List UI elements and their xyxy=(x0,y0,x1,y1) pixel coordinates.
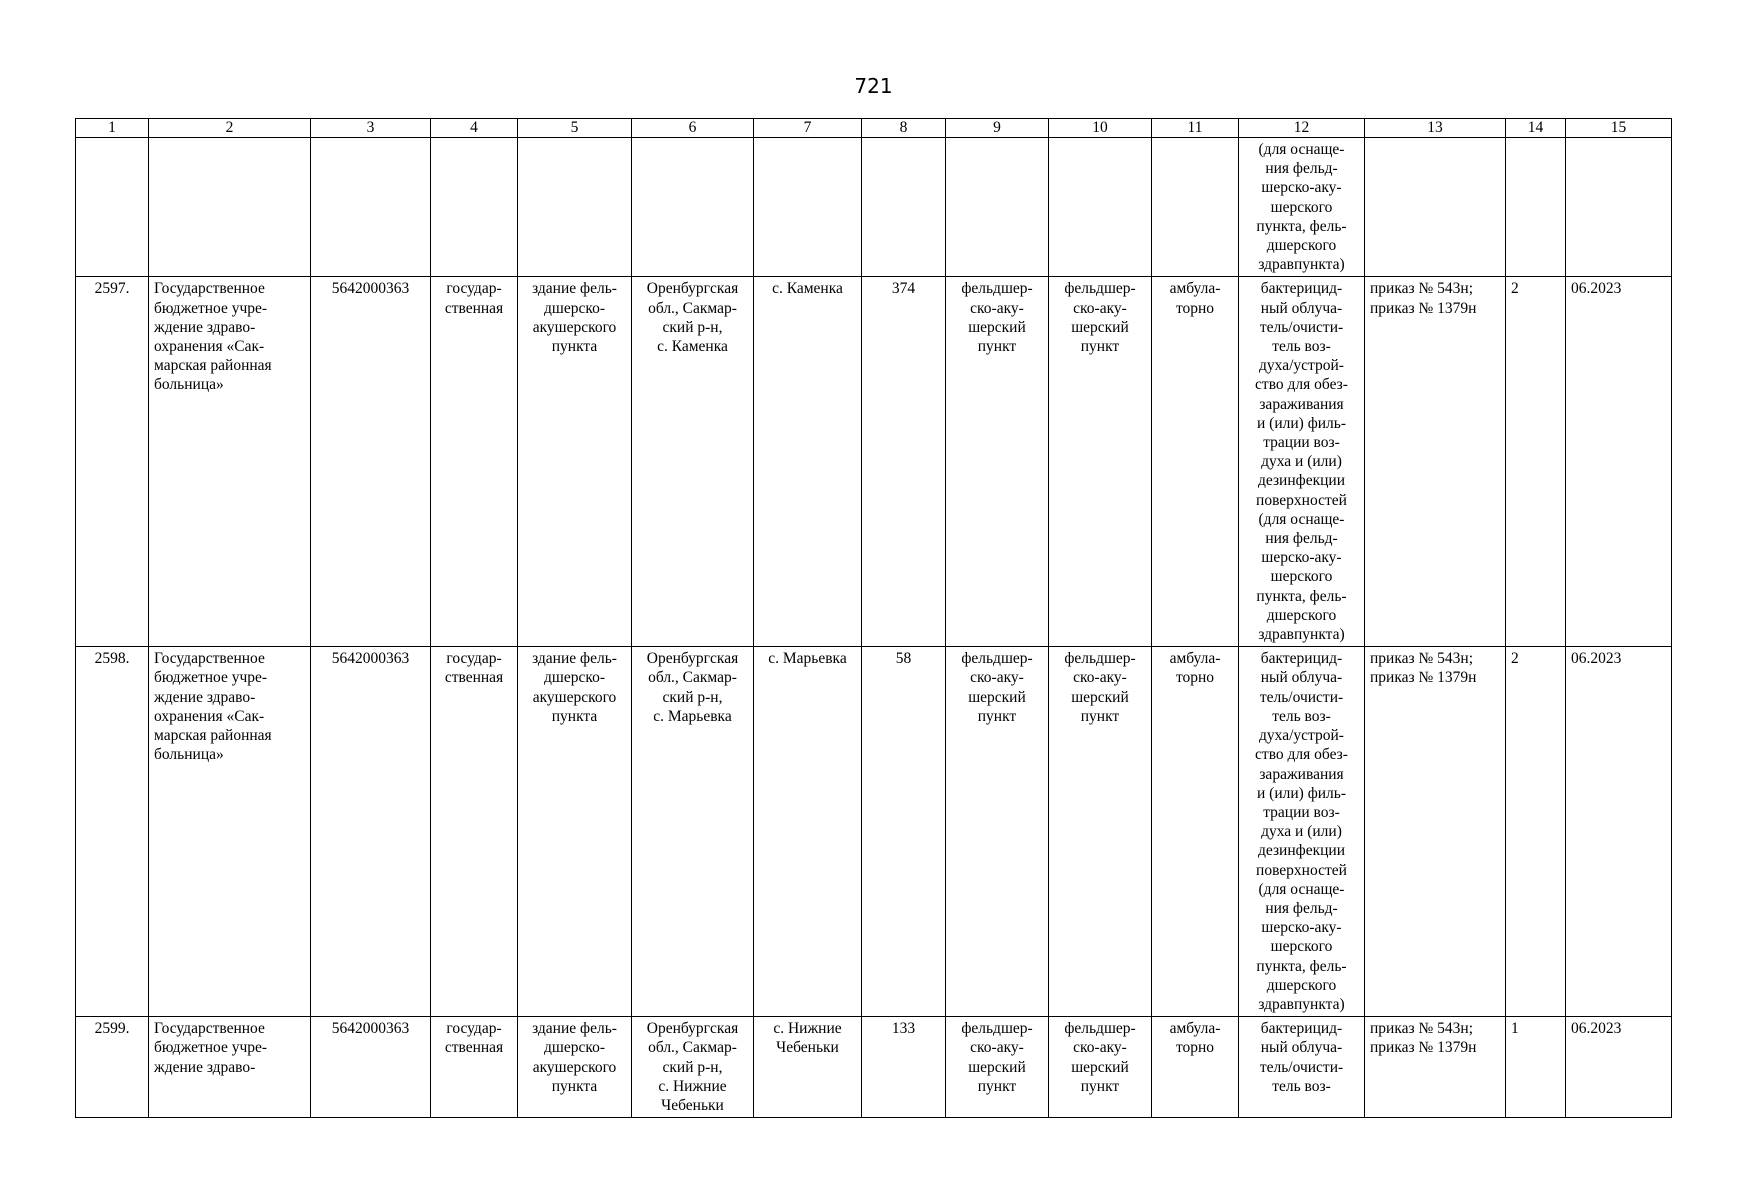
column-number: 10 xyxy=(1049,119,1152,138)
column-number: 5 xyxy=(518,119,632,138)
ownership-cell: государ- ственная xyxy=(431,1017,518,1118)
page-number: 721 xyxy=(854,74,893,98)
building-cell: здание фель- дшерско- акушерского пункта xyxy=(518,647,632,1017)
column-number: 9 xyxy=(946,119,1049,138)
table-row-continuation xyxy=(76,138,1672,277)
equipment-cell: (для оснаще- ния фельд- шерско-аку- шерского пункта, фель- дшерского здравпункта) xyxy=(1239,138,1365,277)
ownership-cell: государ- ственная xyxy=(431,277,518,647)
table-row xyxy=(76,277,1672,647)
column-number: 12 xyxy=(1239,119,1365,138)
population-cell: 374 xyxy=(862,277,946,647)
column-number: 6 xyxy=(632,119,754,138)
quantity-cell: 1 xyxy=(1506,1017,1566,1118)
inn-cell: 5642000363 xyxy=(311,647,431,1017)
row-number-cell: 2598. xyxy=(76,647,149,1017)
column-number: 7 xyxy=(754,119,862,138)
equipment-cell: бактерицид- ный облуча- тель/очисти- тель воз- xyxy=(1239,1017,1365,1118)
population-cell: 133 xyxy=(862,1017,946,1118)
column-number: 11 xyxy=(1152,119,1239,138)
equipment-cell: бактерицид- ный облуча- тель/очисти- тель воз- духа/устрой- ство для обез- зараживания и (или) филь- трации воз- духа и (или) дезинфекции поверхностей (для оснаще- ния фельд- шерско-аку- шерского пункта, фель- дшерского здравпункта) xyxy=(1239,647,1365,1017)
settlement-cell: с. Марьевка xyxy=(754,647,862,1017)
ownership-cell: государ- ственная xyxy=(431,647,518,1017)
care-mode-cell: амбула- торно xyxy=(1152,277,1239,647)
column-number-row xyxy=(76,119,1672,138)
address-cell: Оренбургская обл., Сакмар- ский р-н, с. Каменка xyxy=(632,277,754,647)
column-number: 3 xyxy=(311,119,431,138)
quantity-cell: 2 xyxy=(1506,647,1566,1017)
column-number: 8 xyxy=(862,119,946,138)
column-number: 13 xyxy=(1365,119,1506,138)
address-cell: Оренбургская обл., Сакмар- ский р-н, с. Нижние Чебеньки xyxy=(632,1017,754,1118)
register-table xyxy=(75,118,1672,1118)
unit-type-cell: фельдшер- ско-аку- шерский пункт xyxy=(946,277,1049,647)
settlement-cell: с. Каменка xyxy=(754,277,862,647)
column-number: 2 xyxy=(149,119,311,138)
column-number: 15 xyxy=(1566,119,1672,138)
inn-cell: 5642000363 xyxy=(311,1017,431,1118)
department-cell: фельдшер- ско-аку- шерский пункт xyxy=(1049,277,1152,647)
column-number: 14 xyxy=(1506,119,1566,138)
care-mode-cell: амбула- торно xyxy=(1152,647,1239,1017)
column-number: 4 xyxy=(431,119,518,138)
population-cell: 58 xyxy=(862,647,946,1017)
organization-cell: Государственное бюджетное учре- ждение здраво- xyxy=(149,1017,311,1118)
order-cell: приказ № 543н; приказ № 1379н xyxy=(1365,647,1506,1017)
organization-cell: Государственное бюджетное учре- ждение здраво- охранения «Сак- марская районная больница» xyxy=(149,277,311,647)
date-cell: 06.2023 xyxy=(1566,647,1672,1017)
department-cell: фельдшер- ско-аку- шерский пункт xyxy=(1049,1017,1152,1118)
building-cell: здание фель- дшерско- акушерского пункта xyxy=(518,1017,632,1118)
organization-cell: Государственное бюджетное учре- ждение здраво- охранения «Сак- марская районная больница» xyxy=(149,647,311,1017)
equipment-cell: бактерицид- ный облуча- тель/очисти- тель воз- духа/устрой- ство для обез- зараживания и (или) филь- трации воз- духа и (или) дезинфекции поверхностей (для оснаще- ния фельд- шерско-аку- шерского пункта, фель- дшерского здравпункта) xyxy=(1239,277,1365,647)
column-number: 1 xyxy=(76,119,149,138)
quantity-cell: 2 xyxy=(1506,277,1566,647)
department-cell: фельдшер- ско-аку- шерский пункт xyxy=(1049,647,1152,1017)
care-mode-cell: амбула- торно xyxy=(1152,1017,1239,1118)
date-cell: 06.2023 xyxy=(1566,1017,1672,1118)
inn-cell: 5642000363 xyxy=(311,277,431,647)
building-cell: здание фель- дшерско- акушерского пункта xyxy=(518,277,632,647)
settlement-cell: с. Нижние Чебеньки xyxy=(754,1017,862,1118)
row-number-cell: 2597. xyxy=(76,277,149,647)
order-cell: приказ № 543н; приказ № 1379н xyxy=(1365,1017,1506,1118)
table-row xyxy=(76,1017,1672,1118)
unit-type-cell: фельдшер- ско-аку- шерский пункт xyxy=(946,1017,1049,1118)
address-cell: Оренбургская обл., Сакмар- ский р-н, с. Марьевка xyxy=(632,647,754,1017)
table-row xyxy=(76,647,1672,1017)
unit-type-cell: фельдшер- ско-аку- шерский пункт xyxy=(946,647,1049,1017)
row-number-cell: 2599. xyxy=(76,1017,149,1118)
date-cell: 06.2023 xyxy=(1566,277,1672,647)
order-cell: приказ № 543н; приказ № 1379н xyxy=(1365,277,1506,647)
